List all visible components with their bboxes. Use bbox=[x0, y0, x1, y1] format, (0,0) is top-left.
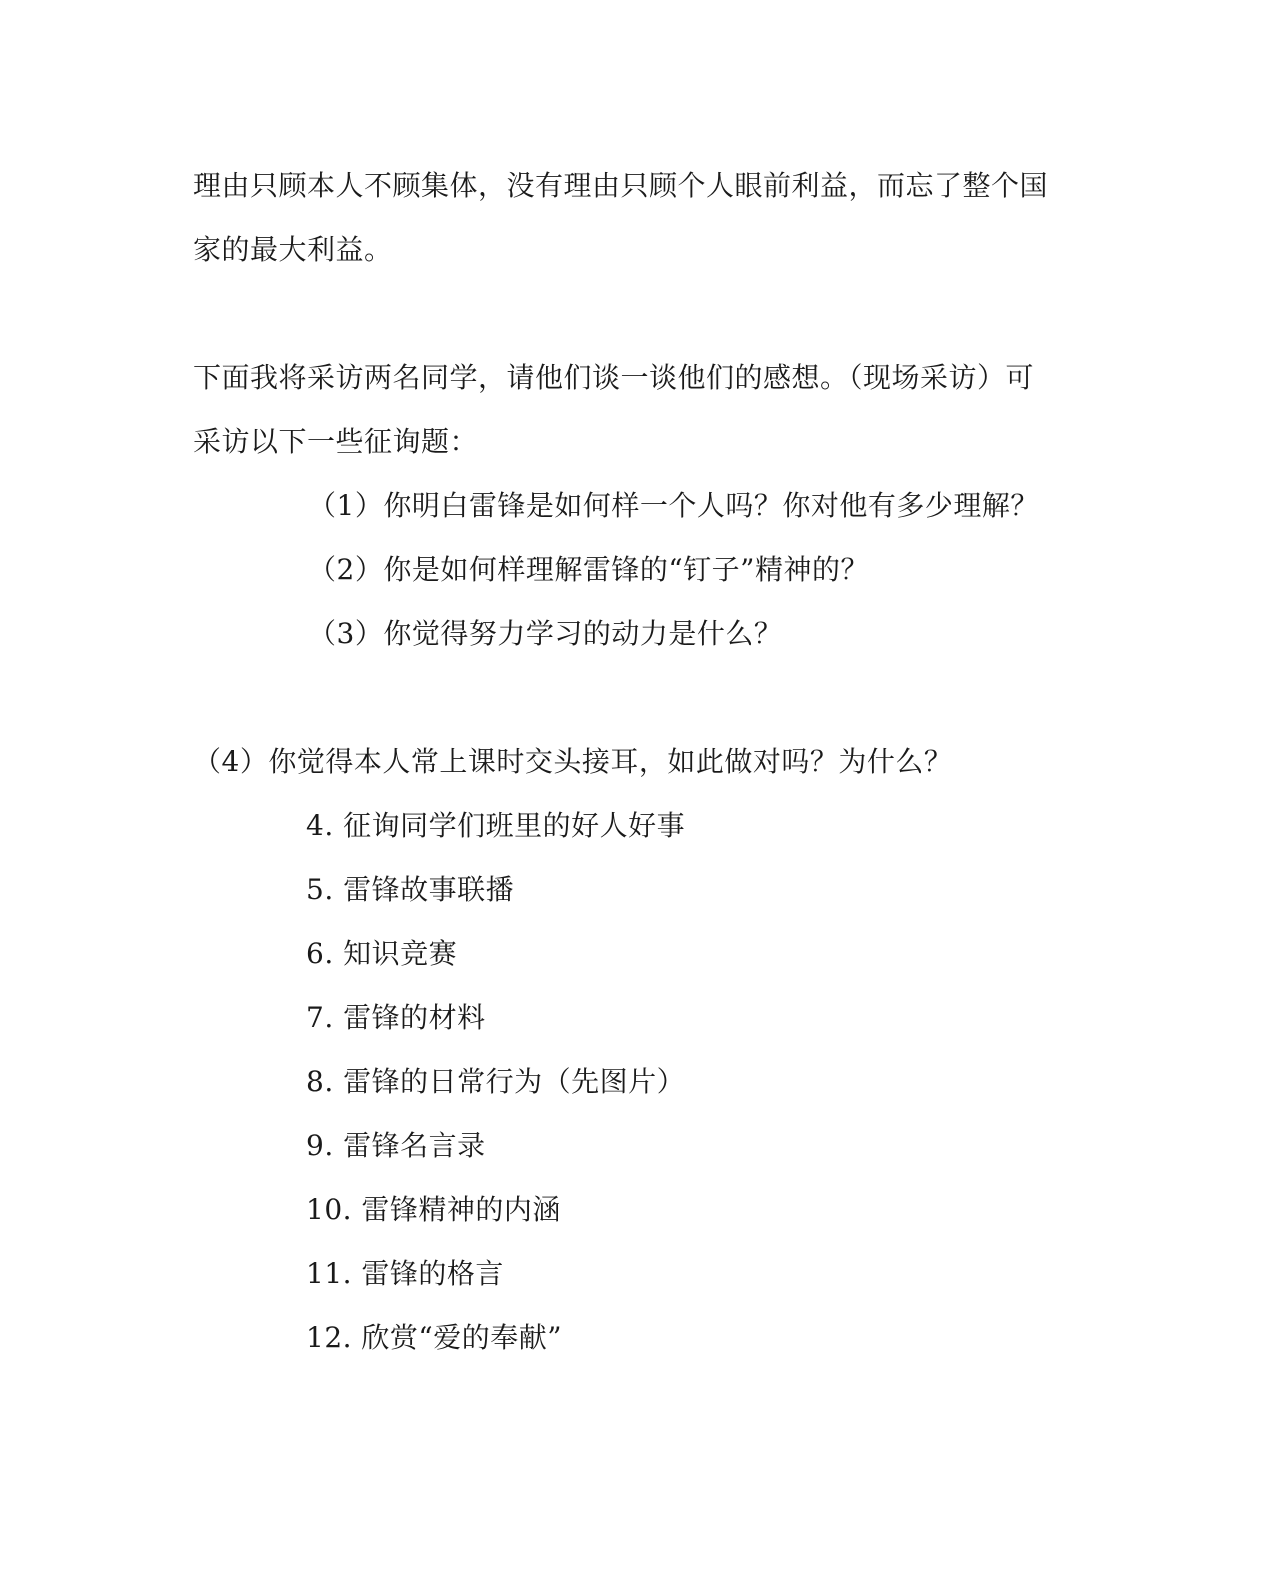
list-item: 4. 征询同学们班里的好人好事 bbox=[306, 809, 686, 842]
question-item: （4）你觉得本人常上课时交头接耳，如此做对吗？为什么？ bbox=[193, 745, 953, 778]
list-item: 5. 雷锋故事联播 bbox=[306, 873, 515, 906]
question-item: （3）你觉得努力学习的动力是什么？ bbox=[308, 617, 783, 650]
list-item: 11. 雷锋的格言 bbox=[306, 1257, 504, 1290]
paragraph-line: 理由只顾本人不顾集体，没有理由只顾个人眼前利益，而忘了整个国 bbox=[193, 169, 1049, 202]
list-item: 6. 知识竞赛 bbox=[306, 937, 458, 970]
paragraph-line: 下面我将采访两名同学，请他们谈一谈他们的感想。（现场采访）可 bbox=[193, 361, 1035, 394]
paragraph-line: 采访以下一些征询题： bbox=[193, 425, 479, 458]
paragraph-line: 家的最大利益。 bbox=[193, 233, 393, 266]
list-item: 10. 雷锋精神的内涵 bbox=[306, 1193, 561, 1226]
list-item: 9. 雷锋名言录 bbox=[306, 1129, 486, 1162]
question-item: （2）你是如何样理解雷锋的“钉子”精神的？ bbox=[308, 553, 869, 586]
list-item: 8. 雷锋的日常行为（先图片） bbox=[306, 1065, 686, 1098]
list-item: 7. 雷锋的材料 bbox=[306, 1001, 486, 1034]
list-item: 12. 欣赏“爱的奉献” bbox=[306, 1321, 563, 1354]
question-item: （1）你明白雷锋是如何样一个人吗？你对他有多少理解？ bbox=[308, 489, 1039, 522]
